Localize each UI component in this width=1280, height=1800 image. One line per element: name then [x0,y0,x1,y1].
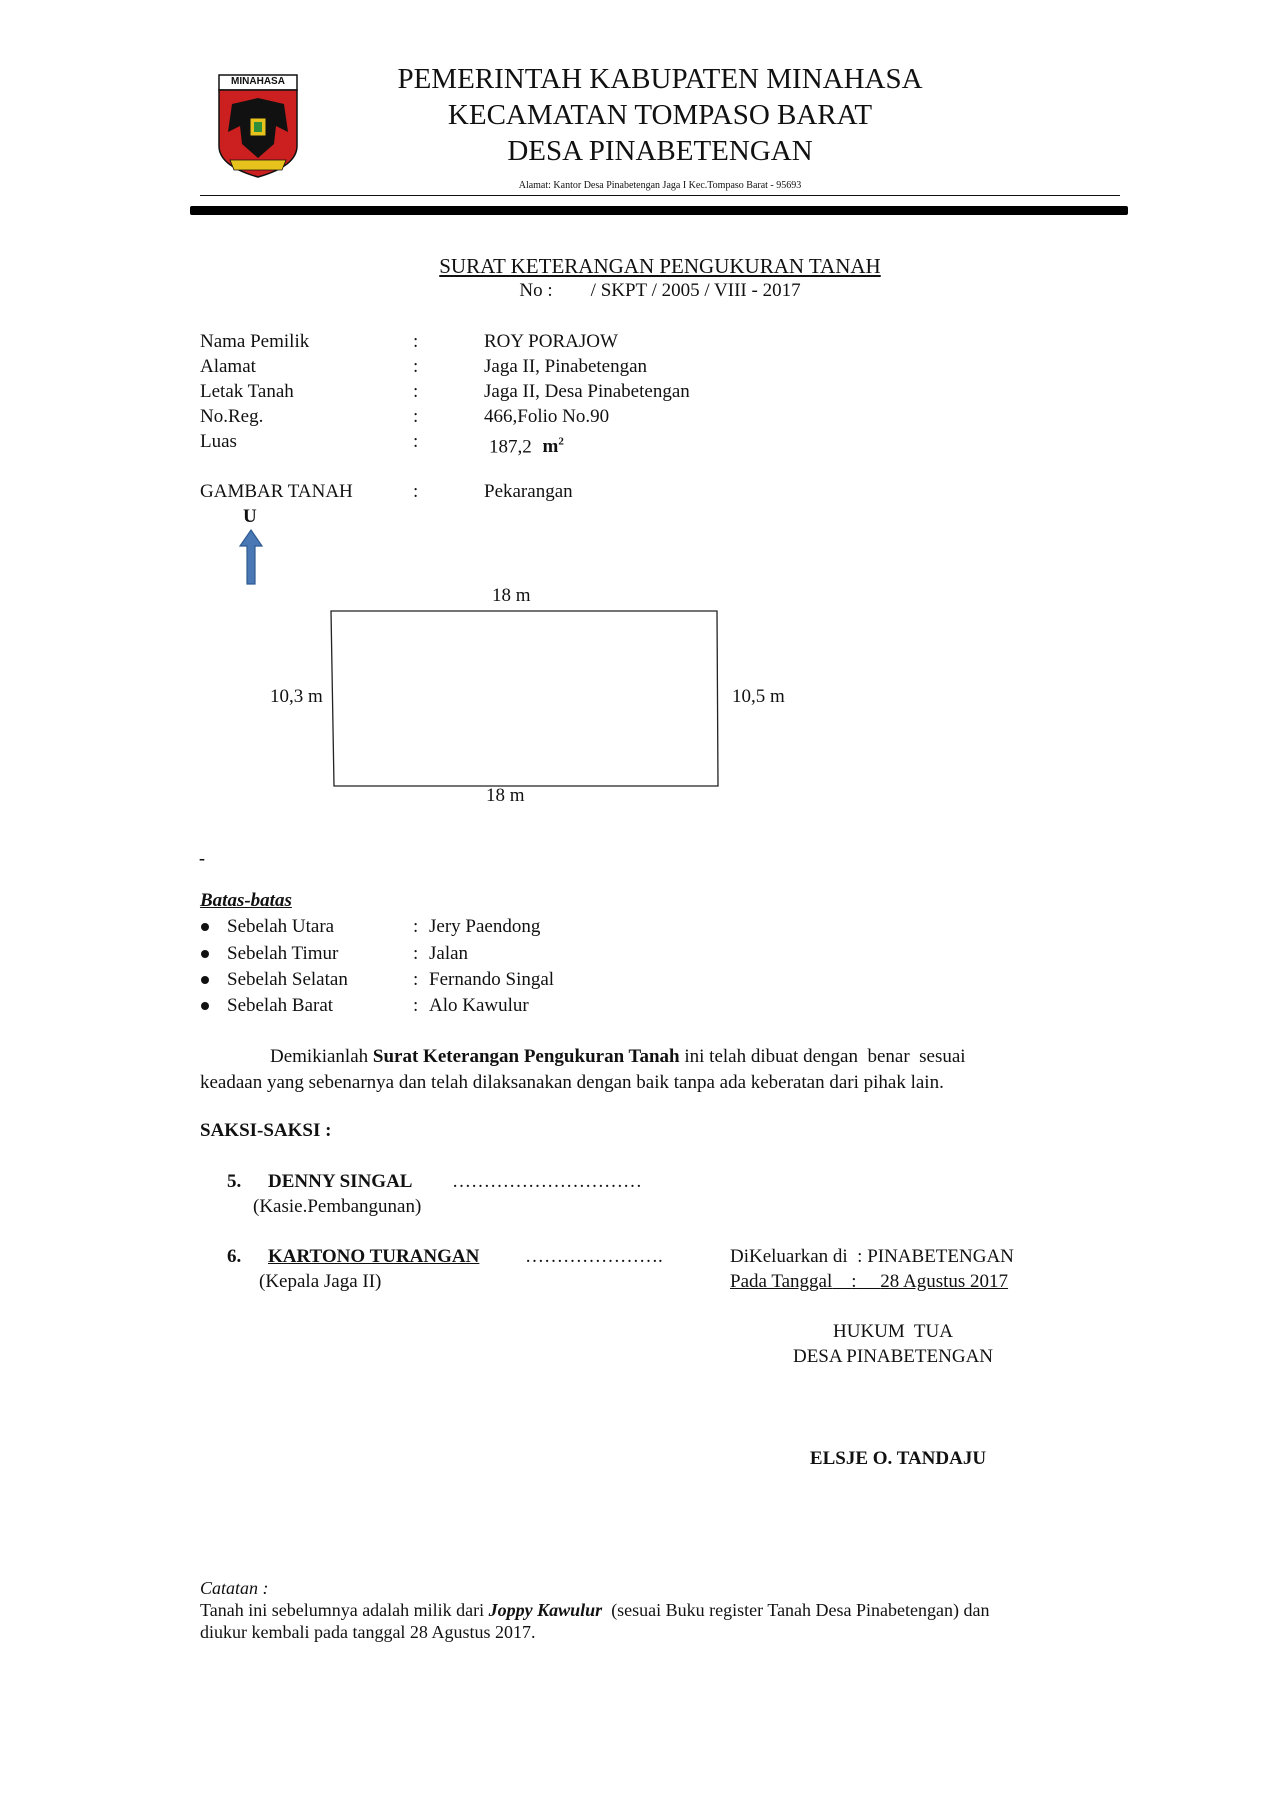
signature-dots: …………………. [525,1246,663,1267]
field-sep: : [413,331,419,352]
boundaries-heading: Batas-batas [200,890,292,911]
issued-date-row: Pada Tanggal : 28 Agustus 2017 [730,1271,1009,1292]
witnesses-heading: SAKSI-SAKSI : [200,1120,332,1141]
header-thin-rule [200,195,1120,196]
note-line-1: Tanah ini sebelumnya adalah milik dari Joppy Kawulur (sesuai Buku register Tanah Desa Pinabetengan) dan [200,1600,990,1620]
dimension-top: 18 m [492,585,531,606]
boundary-sep: : [413,943,419,964]
bullet-icon [201,950,209,958]
boundary-sep: : [413,995,419,1016]
land-plot-outline [320,600,740,800]
field-sep: : [413,431,419,452]
witness-number: 5. [227,1171,242,1192]
note-line-2: diukur kembali pada tanggal 28 Agustus 2017. [200,1622,536,1642]
area-unit: $m^2$ [542,436,564,458]
gambar-label: GAMBAR TANAH [200,481,353,502]
header-line-1: PEMERINTAH KABUPATEN MINAHASA [397,63,923,95]
signer-title-2: DESA PINABETENGAN [792,1346,994,1367]
field-label: Nama Pemilik [200,331,310,352]
signer-title-1: HUKUM TUA [833,1321,953,1342]
boundary-value: Fernando Singal [429,969,555,990]
field-sep: : [413,381,419,402]
signer-name: ELSJE O. TANDAJU [809,1448,987,1469]
signature-dots: ………………………… [452,1171,642,1192]
note-previous-owner: Joppy Kawulur [488,1600,603,1620]
field-value: Jaga II, Desa Pinabetengan [484,381,690,402]
document-number: No : / SKPT / 2005 / VIII - 2017 [519,280,801,301]
bullet-icon [201,1002,209,1010]
field-value: ROY PORAJOW [484,331,618,352]
boundary-label: Sebelah Utara [227,916,335,937]
area-value [489,431,564,458]
bullet-icon [201,923,209,931]
minahasa-logo-icon [218,74,298,178]
witness-name: DENNY SINGAL [268,1171,413,1192]
header-address: Alamat: Kantor Desa Pinabetengan Jaga I Kec.Tompaso Barat - 95693 [518,180,802,191]
issued-place-row: DiKeluarkan di : PINABETENGAN [730,1246,1014,1267]
witness-name: KARTONO TURANGAN [268,1246,480,1267]
boundary-label: Sebelah Selatan [227,969,348,990]
boundary-value: Alo Kawulur [429,995,529,1016]
header-line-2: KECAMATAN TOMPASO BARAT [447,99,873,131]
statement-line-1: Demikianlah Surat Keterangan Pengukuran Tanah ini telah dibuat dengan benar sesuai [270,1046,966,1067]
gambar-value: Pekarangan [484,481,573,502]
field-value: 466,Folio No.90 [484,406,610,427]
field-label: Alamat [200,356,256,377]
logo-text: MINAHASA [231,76,285,87]
witness-role: (Kepala Jaga II) [259,1271,382,1292]
boundary-sep: : [413,916,419,937]
header-thick-rule [190,206,1128,215]
witness-number: 6. [227,1246,242,1267]
statement-bold: Surat Keterangan Pengukuran Tanah [372,1046,680,1067]
field-sep: : [413,406,419,427]
north-arrow-icon [238,528,264,586]
bullet-icon [201,976,209,984]
header-line-3: DESA PINABETENGAN [507,135,813,167]
field-value: Jaga II, Pinabetengan [484,356,648,377]
boundary-value: Jery Paendong [429,916,541,937]
boundary-label: Sebelah Timur [227,943,339,964]
field-sep: : [413,356,419,377]
area-number: 187,2 [489,436,532,458]
witness-role: (Kasie.Pembangunan) [253,1196,422,1217]
dimension-left: 10,3 m [270,686,323,707]
document-title: SURAT KETERANGAN PENGUKURAN TANAH [439,254,881,278]
statement-line-2: keadaan yang sebenarnya dan telah dilaksanakan dengan baik tanpa ada keberatan dari pihak lain. [200,1072,944,1093]
boundary-sep: : [413,969,419,990]
boundary-label: Sebelah Barat [227,995,334,1016]
dimension-right: 10,5 m [732,686,785,707]
north-label: U [243,506,257,527]
boundary-value: Jalan [429,943,469,964]
field-label: Luas [200,431,237,452]
stray-dash: - [199,848,205,868]
dimension-bottom: 18 m [486,785,525,806]
field-label: No.Reg. [200,406,264,427]
note-label: Catatan : [200,1578,269,1598]
field-label: Letak Tanah [200,381,294,402]
gambar-sep: : [413,481,419,502]
